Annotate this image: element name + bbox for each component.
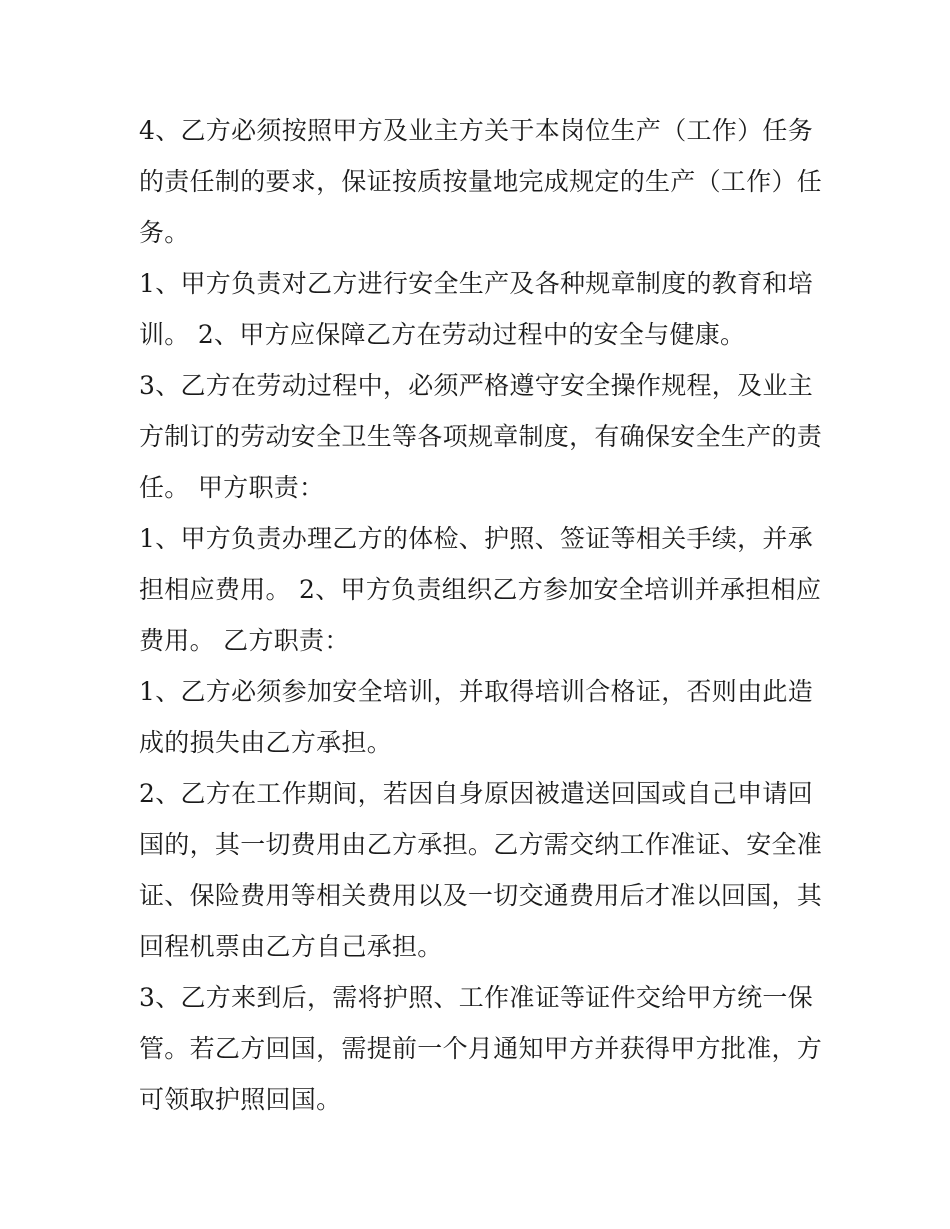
text-line: 1、甲方负责办理乙方的体检、护照、签证等相关手续，并承 [139,524,814,553]
text-line: 务。 [139,218,190,247]
text-line: 费用。 乙方职责： [139,626,350,655]
text-line: 担相应费用。 2、甲方负责组织乙方参加安全培训并承担相应 [139,575,822,604]
text-line: 方制订的劳动安全卫生等各项规章制度，有确保安全生产的责 [139,422,823,451]
text-line: 管。若乙方回国，需提前一个月通知甲方并获得甲方批准，方 [139,1034,823,1063]
paragraph-3 [139,360,823,513]
text-line: 训。 2、甲方应保障乙方在劳动过程中的安全与健康。 [139,320,746,349]
paragraph-6 [139,768,823,972]
text-line: 4、乙方必须按照甲方及业主方关于本岗位生产（工作）任务 [139,116,814,145]
paragraph-1 [139,105,823,258]
text-line: 成的损失由乙方承担。 [139,728,393,757]
paragraph-5 [139,666,819,768]
text-line: 回程机票由乙方自己承担。 [139,932,443,961]
paragraph-2 [139,258,819,360]
text-line: 可领取护照回国。 [139,1085,342,1114]
text-line: 国的，其一切费用由乙方承担。乙方需交纳工作准证、安全准 [139,830,823,859]
text-line: 2、乙方在工作期间，若因自身原因被遣送回国或自己申请回 [139,779,814,808]
document-page [139,105,823,1125]
text-line: 3、乙方来到后，需将护照、工作准证等证件交给甲方统一保 [139,983,814,1012]
paragraph-7 [139,972,823,1125]
text-line: 证、保险费用等相关费用以及一切交通费用后才准以回国，其 [139,881,823,910]
text-line: 任。 甲方职责： [139,473,325,502]
text-line: 的责任制的要求，保证按质按量地完成规定的生产（工作）任 [139,167,823,196]
paragraph-4 [139,513,822,666]
text-line: 3、乙方在劳动过程中，必须严格遵守安全操作规程，及业主 [139,371,814,400]
text-line: 1、甲方负责对乙方进行安全生产及各种规章制度的教育和培 [139,269,814,298]
text-line: 1、乙方必须参加安全培训，并取得培训合格证，否则由此造 [139,677,814,706]
